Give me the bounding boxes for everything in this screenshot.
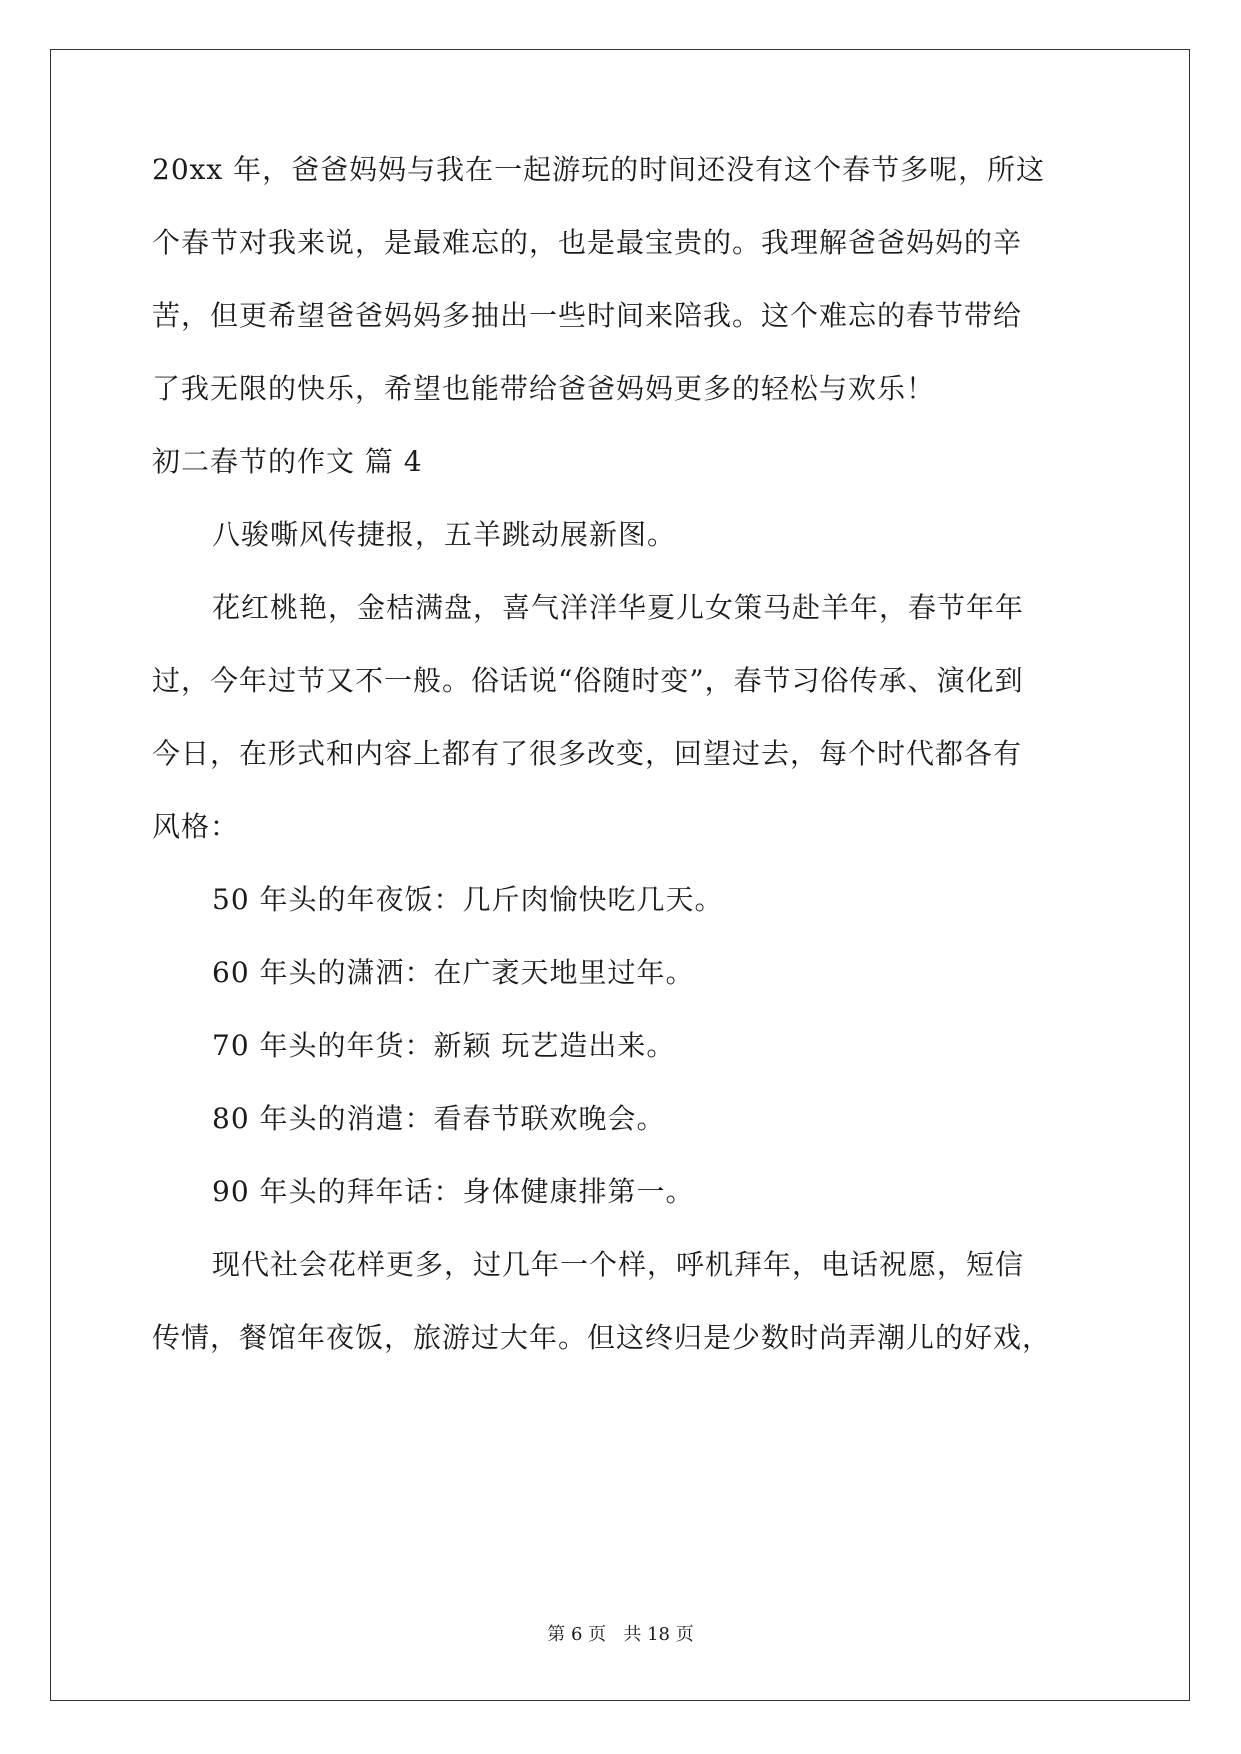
paragraph-line: 了我无限的快乐，希望也能带给爸爸妈妈更多的轻松与欢乐！ — [152, 372, 936, 405]
list-item: 60 年头的潇洒：在广袤天地里过年。 — [212, 956, 695, 989]
paragraph-line: 今日，在形式和内容上都有了很多改变，回望过去，每个时代都各有 — [152, 737, 1023, 770]
list-item: 80 年头的消遣：看春节联欢晚会。 — [212, 1102, 666, 1135]
paragraph-line: 花红桃艳，金桔满盘，喜气洋洋华夏儿女策马赴羊年，春节年年 — [212, 591, 1025, 624]
paragraph-line: 八骏嘶风传捷报，五羊跳动展新图。 — [212, 518, 677, 551]
list-item: 70 年头的年货：新颖 玩艺造出来。 — [212, 1029, 676, 1062]
paragraph-line: 传情，餐馆年夜饭，旅游过大年。但这终归是少数时尚弄潮儿的好戏， — [152, 1321, 1052, 1354]
paragraph-line: 个春节对我来说，是最难忘的，也是最宝贵的。我理解爸爸妈妈的辛 — [152, 226, 1023, 259]
page-border — [50, 49, 1190, 1701]
paragraph-line: 现代社会花样更多，过几年一个样，呼机拜年，电话祝愿，短信 — [212, 1248, 1025, 1281]
list-item: 90 年头的拜年话：身体健康排第一。 — [212, 1175, 695, 1208]
paragraph-line: 20xx 年，爸爸妈妈与我在一起游玩的时间还没有这个春节多呢，所这 — [152, 153, 1046, 186]
list-item: 50 年头的年夜饭：几斤肉愉快吃几天。 — [212, 883, 724, 916]
paragraph-line: 风格： — [152, 810, 240, 843]
section-heading: 初二春节的作文 篇 4 — [152, 445, 423, 478]
paragraph-line: 苦，但更希望爸爸妈妈多抽出一些时间来陪我。这个难忘的春节带给 — [152, 299, 1023, 332]
page-number-footer: 第 6 页 共 18 页 — [547, 1624, 694, 1645]
paragraph-line: 过，今年过节又不一般。俗话说“俗随时变”，春节习俗传承、演化到 — [152, 664, 1024, 697]
